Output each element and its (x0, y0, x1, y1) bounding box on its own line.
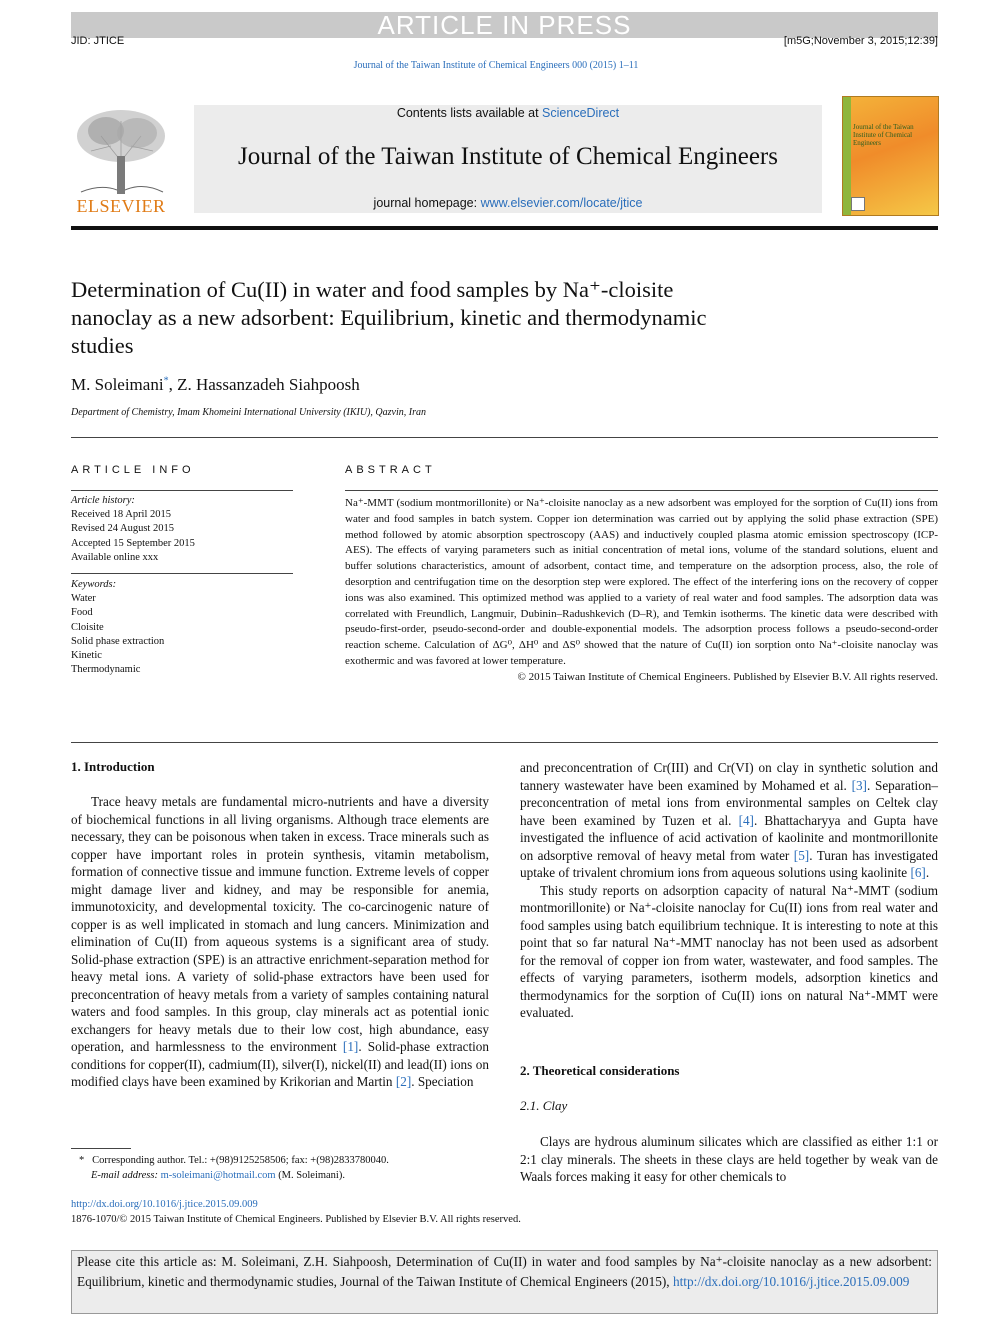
corresponding-author-text: Corresponding author. Tel.: +(98)9125258506; fax: +(98)2833780040. (92, 1155, 389, 1166)
keyword: Food (71, 607, 93, 619)
homepage-line (194, 196, 822, 210)
abstract-body (345, 496, 938, 686)
elsevier-wordmark: ELSEVIER (76, 196, 166, 216)
right-text-1: and preconcentration of Cr(III) and Cr(VI) on clay in synthetic solution and tannery wastewater have been examined by Mohamed et al. (520, 760, 938, 793)
info-rule-1 (71, 490, 293, 491)
contents-prefix: Contents lists available at (396, 106, 543, 120)
homepage-link[interactable]: www.elsevier.com/locate/jtice (480, 196, 643, 210)
article-history (71, 494, 293, 565)
footnote-rule (71, 1148, 131, 1149)
elsevier-tree-icon (71, 106, 171, 196)
abstract-end-rule (71, 742, 938, 743)
keyword: Water (71, 593, 96, 605)
reference-link-2[interactable]: [2] (395, 1074, 412, 1089)
study-paragraph: This study reports on adsorption capacity of natural Na⁺-MMT (sodium montmorillonite) or Na⁺-cloisite nanoclay for Cu(II) ions from real water and food samples using batch equilibrium technique. It is interesting to note at this point that so far natural Na⁺-MMT nanoclay has not been used as adsorbent for the removal of copper ion from water, wastewater, and food samples. The effects of varying parameters, isotherm models, adsorption kinetics and thermodynamics for the sorption of Cu(II) ions on natural Na⁺-MMT were evaluated. (520, 882, 938, 1020)
info-rule-2 (71, 573, 293, 574)
clay-heading: 2.1. Clay (520, 1098, 568, 1113)
article-info-heading: ARTICLE INFO (71, 464, 195, 476)
citation-body: Please cite this article as: M. Soleimani, Z.H. Siahpoosh, Determination of Cu(II) in water and food samples by Na⁺-cloisite nanoclay as a new adsorbent: Equilibrium, kinetic and thermodynamic studies, Journal of the Taiwan Institute of Chemical Engineers (2015), (77, 1254, 932, 1289)
right-text-3: . Bhattacharyya and Gupta have investigated the influence of acid activation of kaolinite and montmorillonite on adsorptive removal of heavy metal from water (520, 812, 938, 863)
keyword: Kinetic (71, 650, 102, 662)
intro-text-3: . Speciation (411, 1074, 474, 1089)
cover-side-strip (843, 97, 851, 215)
cover-title: Journal of the Taiwan Institute of Chemical Engineers (853, 123, 914, 147)
introduction-paragraph (71, 793, 489, 1091)
history-accepted: Accepted 15 September 2015 (71, 537, 195, 549)
intro-text-2: . Solid-phase extraction conditions for copper(II), cadmium(II), silver(I), nickel(II) and lead(II) ions on modified clays have been examined by Krikorian and Martin (71, 1039, 489, 1089)
author-separator: , (168, 375, 178, 394)
doi-link[interactable]: http://dx.doi.org/10.1016/j.jtice.2015.09.009 (71, 1199, 258, 1210)
footnote-mark: * (79, 1155, 85, 1166)
keyword: Thermodynamic (71, 664, 141, 676)
affiliation: Department of Chemistry, Imam Khomeini International University (IKIU), Qazvin, Iran (71, 407, 426, 418)
sciencedirect-link[interactable]: ScienceDirect (542, 106, 620, 120)
abstract-heading: ABSTRACT (345, 464, 436, 476)
jid-label: JID: JTICE (71, 35, 125, 47)
author-soleimani[interactable]: M. Soleimani (71, 375, 164, 394)
author-list (71, 375, 360, 395)
right-column-paragraphs (520, 759, 938, 1022)
reference-link-6[interactable]: [6] (910, 865, 926, 880)
reference-link-5[interactable]: [5] (793, 847, 810, 863)
title-line-1: Determination of Cu(II) in water and food samples by Na⁺-cloisite (71, 277, 674, 302)
abstract-text: Na⁺-MMT (sodium montmorillonite) or Na⁺-cloisite nanoclay as a new adsorbent was employed for the sorption of Cu(II) ions from water and food samples in batch system. Copper ion determination was carried out by applying the solid phase extraction (SPE) method followed by atomic absorption spectroscopy (AAS) and inductively coupled plasma atomic emission spectroscopy (ICP-AES). The effects of varying parameters such as initial concentration of metal ions, volume of the standard solutions, eluent and buffer solutions characteristics, amount of adsorbent, contact time, and temperature on the adsorption process, also, the role of desorption and centrifugation time on the desorption step were explored. The effect of the interfering ions on the recovery of copper ions was also examined. This optimized method was applied to a variety of real water and food samples. The adsorption data was correlated with Freundlich, Langmuir, Dubinin–Radushkevich (D–R), and Temkin isotherms. The kinetic data were described with pseudo-first-order, pseudo-second-order and double-exponential models. The adsorption process follows a pseudo-second-order reaction scheme. Calculation of ΔG⁰, ΔH⁰ and ΔS⁰ showed that the nature of Cu(II) ion sorption onto Na⁺-cloisite nanoclay was exothermic and was favored at lower temperature. (345, 497, 938, 667)
homepage-prefix: journal homepage: (373, 196, 481, 210)
article-title (71, 276, 831, 360)
keywords-list (71, 578, 293, 677)
history-label: Article history: (71, 495, 135, 506)
keywords-label: Keywords: (71, 579, 117, 590)
journal-title: Journal of the Taiwan Institute of Chemical Engineers (237, 143, 778, 170)
keyword: Solid phase extraction (71, 635, 165, 647)
clay-text: Clays are hydrous aluminum silicates which are classified as either 1:1 or 2:1 clay minerals. The sheets in these clays are held together by weak van de Waals forces making it easy for other chemicals to (520, 1134, 938, 1184)
reference-link-4[interactable]: [4] (738, 812, 754, 828)
history-online: Available online xxx (71, 551, 159, 563)
email-link[interactable]: m-soleimani@hotmail.com (160, 1170, 276, 1181)
elsevier-logo (71, 106, 171, 216)
email-label: E-mail address: (91, 1170, 161, 1181)
theory-heading: 2. Theoretical considerations (520, 1063, 680, 1078)
reference-link-1[interactable]: [1] (342, 1039, 359, 1054)
abstract-copyright: © 2015 Taiwan Institute of Chemical Engineers. Published by Elsevier B.V. All rights reserved. (517, 670, 938, 683)
journal-cover-image (842, 96, 939, 216)
keyword: Cloisite (71, 621, 104, 633)
contents-line (194, 106, 822, 120)
author-siahpoosh[interactable]: Z. Hassanzadeh Siahpoosh (177, 375, 360, 394)
title-line-2: nanoclay as a new adsorbent: Equilibrium, kinetic and thermodynamic (71, 305, 707, 330)
title-rule (71, 437, 938, 438)
journal-reference-link[interactable]: Journal of the Taiwan Institute of Chemical Engineers 000 (2015) 1–11 (353, 60, 639, 71)
right-text-5: . (925, 865, 930, 880)
history-revised: Revised 24 August 2015 (71, 523, 174, 535)
article-in-press-banner: ARTICLE IN PRESS (71, 12, 938, 38)
intro-text-1: Trace heavy metals are fundamental micro-nutrients and have a diversity of biochemical functions in all living organisms. Although trace elements are necessary, they can be poisonous when taken in excess. Trace minerals such as copper have important roles in protein synthesis, vitamin metabolism, formation of connective tissue and immune function. Extreme levels of copper might damage liver and kidney, and may be responsible for anemia, immunotoxicity, and developmental toxicity. The co-carcinogenic nature of copper is as well implicated in stomach and lung cancers. Minimization and elimination of Cu(II) from aqueous systems is a significant area of study. Solid-phase extraction (SPE) is an attractive enrichment-separation method for heavy metal ions. A variety of solid-phase extractors have been used for preconcentration of heavy metals from a variety of samples containing natural waters and food samples. In this group, clay minerals act as potential ionic exchangers for heavy metals due to their low cost, high abundance, easy operation, and harmlessness to the environment (71, 794, 489, 1054)
cover-elsevier-mark (851, 197, 865, 211)
timestamp-label: [m5G;November 3, 2015;12:39] (783, 35, 938, 47)
header-rule (71, 226, 938, 230)
clay-paragraph (520, 1133, 938, 1186)
abstract-rule (345, 490, 938, 491)
right-text-4: . Turan has investigated uptake of trivalent chromium ions from aqueous solutions using kaolinite (520, 847, 938, 880)
email-suffix: (M. Soleimani). (275, 1170, 345, 1181)
citation-doi-link[interactable]: http://dx.doi.org/10.1016/j.jtice.2015.09.009 (672, 1273, 910, 1289)
right-text-2: . Separation–preconcentration of metal ions from environmental samples on Celtek clay have been examined by Tuzen et al. (520, 777, 938, 828)
issn-copyright: 1876-1070/© 2015 Taiwan Institute of Chemical Engineers. Published by Elsevier B.V. All rights reserved. (71, 1214, 521, 1225)
corresponding-author-mark[interactable]: * (163, 375, 169, 387)
introduction-heading: 1. Introduction (71, 759, 155, 774)
title-line-3: studies (71, 333, 134, 358)
reference-link-3[interactable]: [3] (851, 777, 867, 793)
history-received: Received 18 April 2015 (71, 509, 172, 521)
citation-text (77, 1252, 932, 1291)
corresponding-author-note (79, 1153, 499, 1183)
